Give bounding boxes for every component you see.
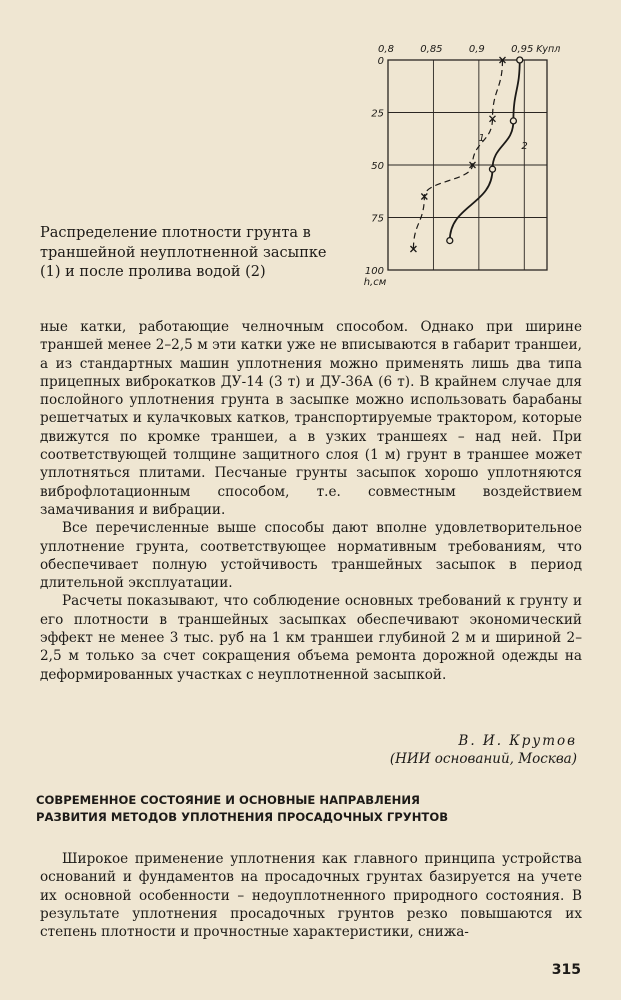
data-point-circle [489, 166, 495, 172]
y-tick-label: 75 [371, 213, 384, 225]
y-tick-label: 0 [377, 56, 384, 67]
chart-grid [388, 60, 547, 270]
heading-line: СОВРЕМЕННОЕ СОСТОЯНИЕ И ОСНОВНЫЕ НАПРАВЛЕНИЯ [36, 793, 420, 807]
y-tick-label: 50 [371, 161, 384, 172]
density-chart [355, 38, 585, 293]
y-axis-label: h,см [363, 277, 387, 288]
series-line [450, 60, 520, 241]
author-affiliation: (НИИ оснований, Москва) [389, 751, 577, 767]
data-point-circle [517, 57, 523, 63]
x-tick-label: 0,8 [378, 44, 394, 55]
data-point-circle [510, 118, 516, 124]
page-number: 315 [551, 962, 581, 978]
caption-line: траншейной неуплотненной засыпке [40, 244, 327, 261]
caption-line: Распределение плотности грунта в [40, 225, 311, 241]
figure-caption [40, 224, 340, 283]
x-tick-label: 0,9 [468, 44, 485, 55]
article-heading [36, 792, 596, 826]
x-tick-label: 0,85 [420, 44, 443, 55]
series-line [413, 60, 502, 249]
series-label: 1 [478, 132, 485, 144]
x-tick-label: 0,95 [511, 44, 534, 55]
author-name: В. И. Крутов [458, 733, 577, 749]
chart-series [410, 57, 527, 252]
data-point-circle [447, 238, 453, 244]
paragraph: Широкое применение уплотнения как главного принципа устройства оснований и фундаментов на просадочных грунтах базируется на учете их основной особенности – недоуплотненного природного состояния. В результате уплотнения просадочных грунтов резко повышаются их степень плотности и прочностные характеристики, снижа- [40, 851, 582, 941]
paragraph: Все перечисленные выше способы дают вполне удовлетворительное уплотнение грунта, соответствующее нормативным требованиям, что обеспечивает полную устойчивость траншейных засыпок в период длительной эксплуатации. [40, 520, 582, 592]
y-tick-label: 25 [371, 108, 384, 120]
article-text [40, 850, 582, 941]
caption-line: (1) и после пролива водой (2) [40, 264, 266, 280]
y-tick-label: 100 [364, 266, 384, 277]
paragraph: ные катки, работающие челночным способом. Однако при ширине траншей менее 2–2,5 м эти катки уже не вписываются в габарит траншеи, а из стандартных машин уплотнения можно применять лишь два типа прицепных виброкатков ДУ-14 (3 т) и ДУ-36А (6 т). В крайнем случае для послойного уплотнения грунта в засыпке можно использовать барабаны решетчатых и кулачковых катков, транспортируемые трактором, которые движутся по кромке траншеи, а в узких траншеях – над ней. При соответствующей толщине защитного слоя (1 м) грунт в траншее может уплотняться плитами. Песчаные грунты засыпок хорошо уплотняются виброфлотационным способом, т.е. совместным воздействием замачивания и вибрации. [40, 319, 582, 518]
author-signature [390, 732, 577, 768]
x-axis-label: Kупл [536, 44, 561, 55]
series-label: 2 [521, 140, 528, 152]
heading-line: РАЗВИТИЯ МЕТОДОВ УПЛОТНЕНИЯ ПРОСАДОЧНЫХ ГРУНТОВ [36, 810, 449, 824]
body-text [40, 318, 582, 684]
chart-ticks [364, 44, 561, 288]
paragraph: Расчеты показывают, что соблюдение основных требований к грунту и его плотности в траншейных засыпках обеспечивают экономический эффект не менее 3 тыс. руб на 1 км траншеи глубиной 2 м и шириной 2–2,5 м только за счет сокращения объема ремонта дорожной одежды на деформированных участках с неуплотненной засыпкой. [40, 593, 582, 683]
